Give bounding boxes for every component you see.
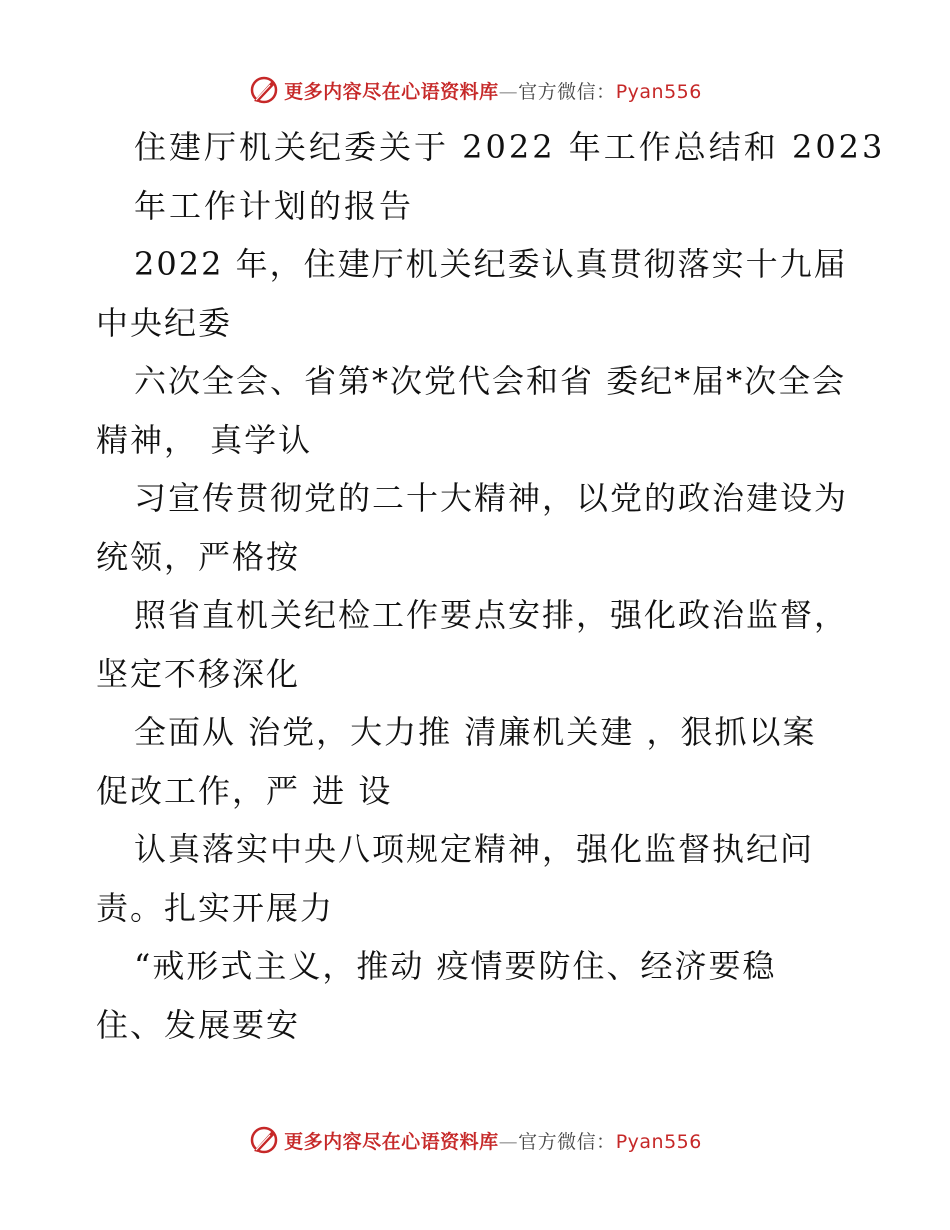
body-line: 坚定不移深化 [96, 654, 301, 693]
watermark-header [0, 72, 950, 108]
watermark-text [284, 77, 702, 104]
watermark-footer [0, 1122, 950, 1158]
watermark-label: 官方微信： [518, 1130, 616, 1153]
watermark-text [284, 1127, 702, 1154]
body-line: 住、发展要安 [96, 1005, 301, 1044]
body-line: 全面从 治党，大力推 清廉机关建 ，狠抓以案 [134, 713, 817, 751]
body-line: 责。扎实开展力 [96, 888, 335, 927]
watermark-brand: 更多内容尽在心语资料库 [284, 80, 499, 103]
document-title-line-2: 年工作计划的报告 [134, 186, 415, 225]
body-line: 习宣传贯彻党的二十大精神，以党的政治建设为 [134, 479, 849, 517]
body-line: 中央纪委 [96, 303, 233, 342]
quill-circle-logo-icon [248, 74, 280, 106]
watermark-wechat-id: Pyan556 [615, 80, 702, 103]
document-body [96, 118, 886, 1054]
watermark-wechat-id: Pyan556 [615, 1130, 702, 1153]
body-line: 六次全会、省第*次党代会和省 委纪*届*次全会 [134, 362, 847, 400]
body-line: 认真落实中央八项规定精神，强化监督执纪问 [134, 830, 815, 868]
watermark-dash: — [498, 1130, 519, 1153]
watermark-label: 官方微信： [518, 80, 616, 103]
body-line: 2022 年，住建厅机关纪委认真贯彻落实十九届 [134, 245, 848, 283]
body-line: 精神， 真学认 [96, 420, 313, 459]
body-line: 促改工作，严 进 设 [96, 771, 393, 810]
watermark-dash: — [498, 80, 519, 103]
quill-circle-logo-icon [248, 1124, 280, 1156]
body-line: “戒形式主义，推动 疫情要防住、经济要稳 [134, 947, 777, 985]
body-line: 照省直机关纪检工作要点安排，强化政治监督， [134, 596, 849, 634]
body-line: 统领，严格按 [96, 537, 301, 576]
watermark-brand: 更多内容尽在心语资料库 [284, 1130, 499, 1153]
document-title-line-1: 住建厅机关纪委关于 2022 年工作总结和 2023 [134, 128, 886, 166]
